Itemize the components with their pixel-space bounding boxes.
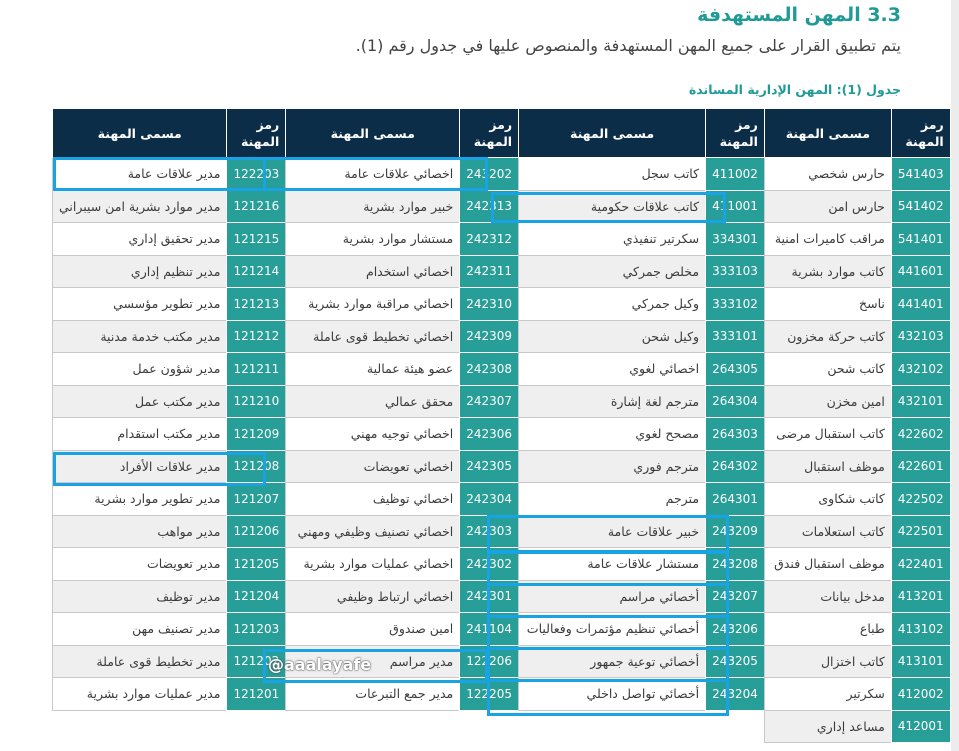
page-edge: [951, 0, 959, 751]
occupation-name-cell: مدير علاقات الأفراد: [53, 450, 227, 483]
occupation-name-cell: مدير مكتب خدمة مدنية: [53, 320, 227, 353]
occupation-name-cell: مخلص جمركي: [519, 255, 706, 288]
occupation-name-cell: سكرتير: [764, 678, 891, 711]
occupation-code-cell: 441401: [891, 288, 950, 321]
intro-paragraph: يتم تطبيق القرار على جميع المهن المستهدفة والمنصوص عليها في جدول رقم (1).: [355, 36, 901, 55]
occupation-code-cell: 121209: [227, 418, 286, 451]
table-row: [53, 223, 951, 256]
occupation-name-cell: مصحح لغوي: [519, 418, 706, 451]
occupation-code-cell: 121208: [227, 450, 286, 483]
occupation-name-cell: مترجم: [519, 483, 706, 516]
occupation-code-cell: 264305: [706, 353, 765, 386]
occupation-name-cell: وكيل شحن: [519, 320, 706, 353]
header-name: مسمى المهنة: [286, 109, 460, 158]
occupation-code-cell: 121212: [227, 320, 286, 353]
occupation-code-cell: 121215: [227, 223, 286, 256]
header-name: مسمى المهنة: [764, 109, 891, 158]
occupation-name-cell: اخصائي استخدام: [286, 255, 460, 288]
occupation-code-cell: 242313: [460, 190, 519, 223]
occupation-code-cell: 264303: [706, 418, 765, 451]
occupation-name-cell: أخصائي توعية جمهور: [519, 645, 706, 678]
header-code: رمز المهنة: [227, 109, 286, 158]
table-row: [53, 418, 951, 451]
occupation-code-cell: 121204: [227, 580, 286, 613]
occupation-code-cell: 242304: [460, 483, 519, 516]
table-row: [53, 450, 951, 483]
occupation-name-cell: [519, 710, 706, 743]
occupation-name-cell: كاتب سجل: [519, 158, 706, 191]
occupation-name-cell: مدير شؤون عمل: [53, 353, 227, 386]
occupation-name-cell: مدير علاقات عامة: [53, 158, 227, 191]
occupation-code-cell: 412002: [891, 678, 950, 711]
occupation-name-cell: مدير تطوير مؤسسي: [53, 288, 227, 321]
occupation-code-cell: 121210: [227, 385, 286, 418]
occupation-code-cell: 122205: [460, 678, 519, 711]
occupation-code-cell: 243206: [706, 613, 765, 646]
table-caption: جدول (1): المهن الإدارية المساندة: [688, 82, 901, 97]
occupation-code-cell: 333101: [706, 320, 765, 353]
table-row: [53, 580, 951, 613]
occupation-code-cell: 432103: [891, 320, 950, 353]
occupation-code-cell: 411002: [706, 158, 765, 191]
occupation-name-cell: كاتب حركة مخزون: [764, 320, 891, 353]
occupation-name-cell: موظف استقبال فندق: [764, 548, 891, 581]
occupation-code-cell: 242308: [460, 353, 519, 386]
occupation-name-cell: اخصائي توجيه مهني: [286, 418, 460, 451]
occupation-name-cell: مدير تخطيط قوى عاملة: [53, 645, 227, 678]
occupation-name-cell: امين صندوق: [286, 613, 460, 646]
occupation-name-cell: وكيل جمركي: [519, 288, 706, 321]
table-row: [53, 288, 951, 321]
occupation-code-cell: 122206: [460, 645, 519, 678]
occupations-table: [52, 108, 951, 743]
occupation-code-cell: 333103: [706, 255, 765, 288]
occupation-code-cell: 242301: [460, 580, 519, 613]
occupation-name-cell: اخصائي تخطيط قوى عاملة: [286, 320, 460, 353]
occupation-code-cell: 264304: [706, 385, 765, 418]
occupation-code-cell: 121213: [227, 288, 286, 321]
occupation-code-cell: 242302: [460, 548, 519, 581]
table-row: [53, 515, 951, 548]
occupation-name-cell: مراقب كاميرات امنية: [764, 223, 891, 256]
table-row: [53, 190, 951, 223]
occupation-name-cell: خبير موارد بشرية: [286, 190, 460, 223]
occupation-name-cell: ناسخ: [764, 288, 891, 321]
occupation-name-cell: مدير مواهب: [53, 515, 227, 548]
occupation-name-cell: مدير موارد بشرية امن سيبراني: [53, 190, 227, 223]
occupation-code-cell: 121201: [227, 678, 286, 711]
header-code: رمز المهنة: [706, 109, 765, 158]
table-row: [53, 710, 951, 743]
occupation-name-cell: مدير جمع التبرعات: [286, 678, 460, 711]
occupation-code-cell: 264301: [706, 483, 765, 516]
occupation-name-cell: [286, 710, 460, 743]
occupation-code-cell: 242309: [460, 320, 519, 353]
occupation-code-cell: 412001: [891, 710, 950, 743]
occupation-name-cell: مستشار موارد بشرية: [286, 223, 460, 256]
occupation-code-cell: 413101: [891, 645, 950, 678]
occupation-name-cell: مدير عمليات موارد بشرية: [53, 678, 227, 711]
occupation-name-cell: مدير تنظيم إداري: [53, 255, 227, 288]
occupation-name-cell: [53, 710, 227, 743]
header-code: رمز المهنة: [891, 109, 950, 158]
occupation-code-cell: 121216: [227, 190, 286, 223]
occupation-code-cell: 243207: [706, 580, 765, 613]
occupation-code-cell: 243204: [706, 678, 765, 711]
occupation-name-cell: امين مخزن: [764, 385, 891, 418]
occupation-name-cell: مدير تحقيق إداري: [53, 223, 227, 256]
occupation-code-cell: [227, 710, 286, 743]
occupation-code-cell: 243208: [706, 548, 765, 581]
occupation-code-cell: 243202: [460, 158, 519, 191]
occupation-code-cell: 121207: [227, 483, 286, 516]
table-row: [53, 483, 951, 516]
occupation-code-cell: 242307: [460, 385, 519, 418]
occupation-code-cell: 422502: [891, 483, 950, 516]
occupation-name-cell: كاتب علاقات حكومية: [519, 190, 706, 223]
occupation-code-cell: 413201: [891, 580, 950, 613]
occupation-code-cell: 242306: [460, 418, 519, 451]
table-row: [53, 353, 951, 386]
occupation-name-cell: سكرتير تنفيذي: [519, 223, 706, 256]
occupation-code-cell: 242311: [460, 255, 519, 288]
occupation-code-cell: 241104: [460, 613, 519, 646]
occupation-code-cell: 432102: [891, 353, 950, 386]
occupation-name-cell: اخصائي مراقبة موارد بشرية: [286, 288, 460, 321]
occupation-name-cell: مترجم فوري: [519, 450, 706, 483]
occupation-name-cell: مدير تعويضات: [53, 548, 227, 581]
occupation-code-cell: 122203: [227, 158, 286, 191]
occupation-code-cell: 411001: [706, 190, 765, 223]
occupation-code-cell: 541403: [891, 158, 950, 191]
table-row: [53, 613, 951, 646]
table-header-row: [53, 109, 951, 158]
occupation-code-cell: 334301: [706, 223, 765, 256]
occupation-code-cell: 243209: [706, 515, 765, 548]
table-row: [53, 645, 951, 678]
occupation-name-cell: كاتب استعلامات: [764, 515, 891, 548]
occupation-code-cell: 541402: [891, 190, 950, 223]
header-name: مسمى المهنة: [519, 109, 706, 158]
occupation-code-cell: 242305: [460, 450, 519, 483]
occupation-code-cell: 441601: [891, 255, 950, 288]
occupation-code-cell: 121205: [227, 548, 286, 581]
occupation-code-cell: 333102: [706, 288, 765, 321]
occupation-code-cell: 264302: [706, 450, 765, 483]
occupation-name-cell: مدير توظيف: [53, 580, 227, 613]
occupation-code-cell: 243205: [706, 645, 765, 678]
occupation-name-cell: كاتب شحن: [764, 353, 891, 386]
occupation-code-cell: 422501: [891, 515, 950, 548]
occupation-name-cell: اخصائي لغوي: [519, 353, 706, 386]
occupation-name-cell: اخصائي تعويضات: [286, 450, 460, 483]
occupation-name-cell: خبير علاقات عامة: [519, 515, 706, 548]
table-row: [53, 158, 951, 191]
occupation-code-cell: 422602: [891, 418, 950, 451]
occupation-name-cell: كاتب شكاوى: [764, 483, 891, 516]
occupation-code-cell: 121203: [227, 613, 286, 646]
watermark: @aaalayafe: [268, 655, 372, 674]
occupation-code-cell: 432101: [891, 385, 950, 418]
occupation-name-cell: اخصائي عمليات موارد بشرية: [286, 548, 460, 581]
occupation-code-cell: 413102: [891, 613, 950, 646]
occupation-name-cell: كاتب موارد بشرية: [764, 255, 891, 288]
header-code: رمز المهنة: [460, 109, 519, 158]
occupation-code-cell: [706, 710, 765, 743]
occupation-name-cell: محقق عمالي: [286, 385, 460, 418]
table-row: [53, 548, 951, 581]
occupation-name-cell: اخصائي تصنيف وظيفي ومهني: [286, 515, 460, 548]
occupation-code-cell: 121206: [227, 515, 286, 548]
occupation-name-cell: أخصائي تواصل داخلي: [519, 678, 706, 711]
header-name: مسمى المهنة: [53, 109, 227, 158]
occupation-code-cell: 242312: [460, 223, 519, 256]
occupation-name-cell: مترجم لغة إشارة: [519, 385, 706, 418]
occupation-name-cell: مستشار علاقات عامة: [519, 548, 706, 581]
occupation-name-cell: مدير تطوير موارد بشرية: [53, 483, 227, 516]
occupation-name-cell: كاتب استقبال مرضى: [764, 418, 891, 451]
occupation-code-cell: 422601: [891, 450, 950, 483]
occupation-name-cell: اخصائي ارتباط وظيفي: [286, 580, 460, 613]
occupation-name-cell: موظف استقبال: [764, 450, 891, 483]
occupation-name-cell: أخصائي تنظيم مؤتمرات وفعاليات: [519, 613, 706, 646]
table-row: [53, 255, 951, 288]
occupation-name-cell: أخصائي مراسم: [519, 580, 706, 613]
occupation-name-cell: مساعد إداري: [764, 710, 891, 743]
occupation-name-cell: طباع: [764, 613, 891, 646]
occupation-name-cell: عضو هيئة عمالية: [286, 353, 460, 386]
table-row: [53, 678, 951, 711]
occupation-code-cell: 242303: [460, 515, 519, 548]
table-row: [53, 385, 951, 418]
occupation-code-cell: 121214: [227, 255, 286, 288]
occupation-code-cell: 121202: [227, 645, 286, 678]
occupation-name-cell: مدير تصنيف مهن: [53, 613, 227, 646]
occupation-name-cell: كاتب اختزال: [764, 645, 891, 678]
occupation-name-cell: مدير مكتب استقدام: [53, 418, 227, 451]
occupation-code-cell: 422401: [891, 548, 950, 581]
occupation-name-cell: اخصائي توظيف: [286, 483, 460, 516]
occupation-name-cell: مدير مراسم: [286, 645, 460, 678]
occupation-name-cell: حارس شخصي: [764, 158, 891, 191]
occupation-code-cell: 541401: [891, 223, 950, 256]
occupation-name-cell: مدخل بيانات: [764, 580, 891, 613]
occupation-name-cell: مدير مكتب عمل: [53, 385, 227, 418]
occupation-code-cell: [460, 710, 519, 743]
table-row: [53, 320, 951, 353]
occupation-name-cell: اخصائي علاقات عامة: [286, 158, 460, 191]
occupation-code-cell: 121211: [227, 353, 286, 386]
occupation-code-cell: 242310: [460, 288, 519, 321]
occupation-name-cell: حارس امن: [764, 190, 891, 223]
section-title: 3.3 المهن المستهدفة: [697, 4, 901, 26]
